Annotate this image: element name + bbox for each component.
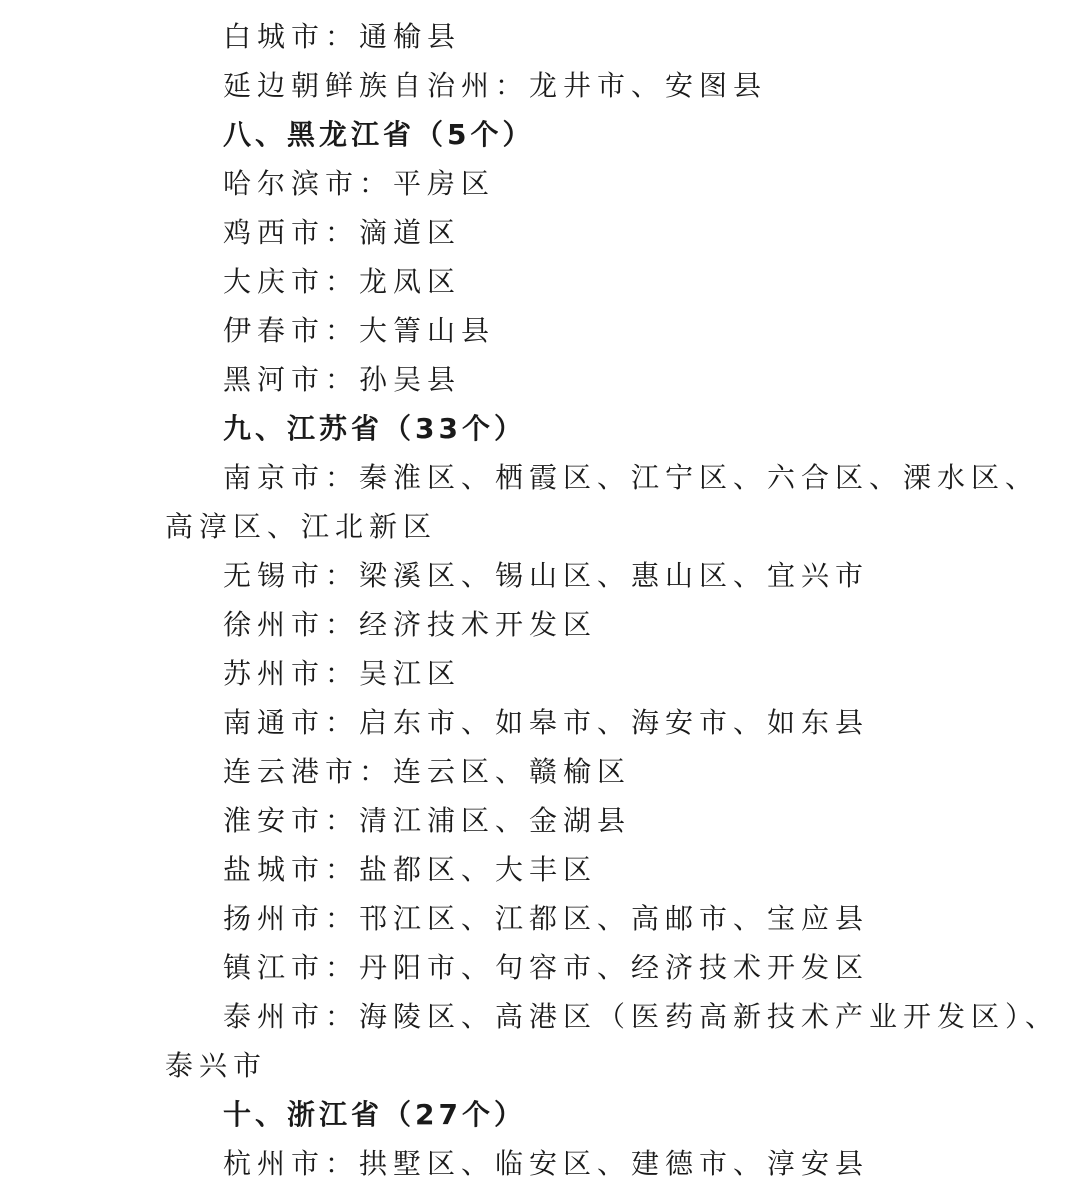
text-line: 徐州市：经济技术开发区 <box>223 608 598 641</box>
text-line: 延边朝鲜族自治州：龙井市、安图县 <box>223 69 768 102</box>
text-line: 连云港市：连云区、赣榆区 <box>223 755 632 788</box>
text-line: 白城市：通榆县 <box>223 20 462 53</box>
section-heading: 九、江苏省（33个） <box>223 412 526 445</box>
section-heading: 十、浙江省（27个） <box>223 1098 526 1131</box>
text-line: 盐城市：盐都区、大丰区 <box>223 853 598 886</box>
text-line: 镇江市：丹阳市、句容市、经济技术开发区 <box>223 951 870 984</box>
text-line: 黑河市：孙吴县 <box>223 363 462 396</box>
text-line: 南京市：秦淮区、栖霞区、江宁区、六合区、溧水区、 <box>223 461 1040 494</box>
text-line: 无锡市：梁溪区、锡山区、惠山区、宜兴市 <box>223 559 870 592</box>
text-line: 哈尔滨市：平房区 <box>223 167 496 200</box>
text-line-continuation: 泰兴市 <box>165 1049 268 1082</box>
text-line: 苏州市：吴江区 <box>223 657 462 690</box>
text-line: 扬州市：邗江区、江都区、高邮市、宝应县 <box>223 902 870 935</box>
text-line: 鸡西市：滴道区 <box>223 216 462 249</box>
document-page <box>0 12 1080 1188</box>
text-line-continuation: 高淳区、江北新区 <box>165 510 438 543</box>
text-line: 淮安市：清江浦区、金湖县 <box>223 804 632 837</box>
text-line: 泰州市：海陵区、高港区（医药高新技术产业开发区）、 <box>223 1000 1060 1033</box>
text-line: 伊春市：大箐山县 <box>223 314 496 347</box>
section-heading: 八、黑龙江省（5个） <box>223 118 535 151</box>
text-line: 大庆市：龙凤区 <box>223 265 462 298</box>
text-line: 南通市：启东市、如皋市、海安市、如东县 <box>223 706 870 739</box>
text-line: 杭州市：拱墅区、临安区、建德市、淳安县 <box>223 1147 870 1180</box>
